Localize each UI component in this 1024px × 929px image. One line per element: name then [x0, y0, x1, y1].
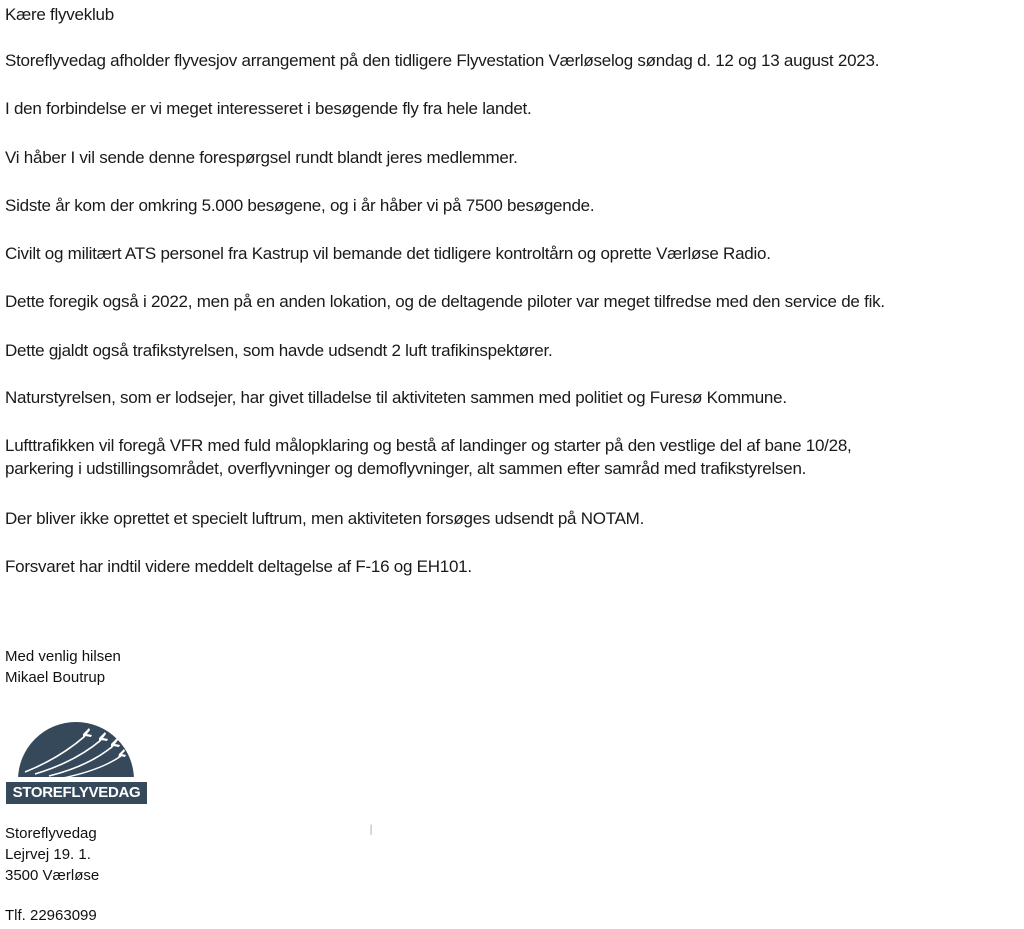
closing-phrase: Med venlig hilsen: [5, 648, 121, 665]
paragraph-traffic-agency: Dette gjaldt også trafikstyrelsen, som havde udsendt 2 luft trafikinspektører.: [5, 341, 553, 360]
sender-name: Mikael Boutrup: [5, 669, 106, 686]
paragraph-attendance: Sidste år kom der omkring 5.000 besøgene, og i år håber vi på 7500 besøgende.: [5, 196, 595, 215]
paragraph-previous-year: Dette foregik også i 2022, men på en anden lokation, og de deltagende piloter var meget tilfredse med den service de fik.: [5, 292, 885, 311]
paragraph-military: Forsvaret har indtil videre meddelt deltagelse af F-16 og EH101.: [5, 557, 472, 576]
postal-city: 3500 Værløse: [5, 867, 100, 884]
organization-name: Storeflyvedag: [5, 825, 97, 842]
street-address: Lejrvej 19. 1.: [5, 846, 91, 863]
phone-number: Tlf. 22963099: [5, 907, 97, 924]
greeting: Kære flyveklub: [5, 5, 114, 24]
paragraph-forward-request: Vi håber I vil sende denne forespørgsel rundt blandt jeres medlemmer.: [5, 148, 518, 167]
paragraph-ats-personnel: Civilt og militært ATS personel fra Kastrup vil bemande det tidligere kontroltårn og oprette Værløse Radio.: [5, 244, 771, 263]
paragraph-visitors-interest: I den forbindelse er vi meget interesseret i besøgende fly fra hele landet.: [5, 99, 532, 118]
paragraph-airspace: Der bliver ikke oprettet et specielt luftrum, men aktiviteten forsøges udsendt på NOTAM.: [5, 509, 645, 528]
paragraph-permission: Naturstyrelsen, som er lodsejer, har givet tilladelse til aktiviteten sammen med politiet og Furesø Kommune.: [5, 388, 787, 407]
text-cursor-icon: I: [369, 823, 374, 839]
signature-closing-block: [5, 646, 121, 688]
sender-address: [5, 823, 99, 886]
paragraph-air-traffic-line-2: parkering i udstillingsområdet, overflyvninger og demoflyvninger, alt sammen efter samråd med trafikstyrelsen.: [5, 459, 807, 478]
paragraph-air-traffic: [5, 434, 852, 480]
paragraph-event: Storeflyvedag afholder flyvesjov arrangement på den tidligere Flyvestation Værløselog søndag d. 12 og 13 august 2023.: [5, 51, 880, 70]
logo-wordmark: STOREFLYVEDAG: [12, 784, 141, 801]
paragraph-air-traffic-line-1: Lufttrafikken vil foregå VFR med fuld målopklaring og bestå af landinger og starter på den vestlige del af bane 10/28,: [5, 436, 852, 455]
storeflyvedag-logo: [5, 706, 148, 805]
